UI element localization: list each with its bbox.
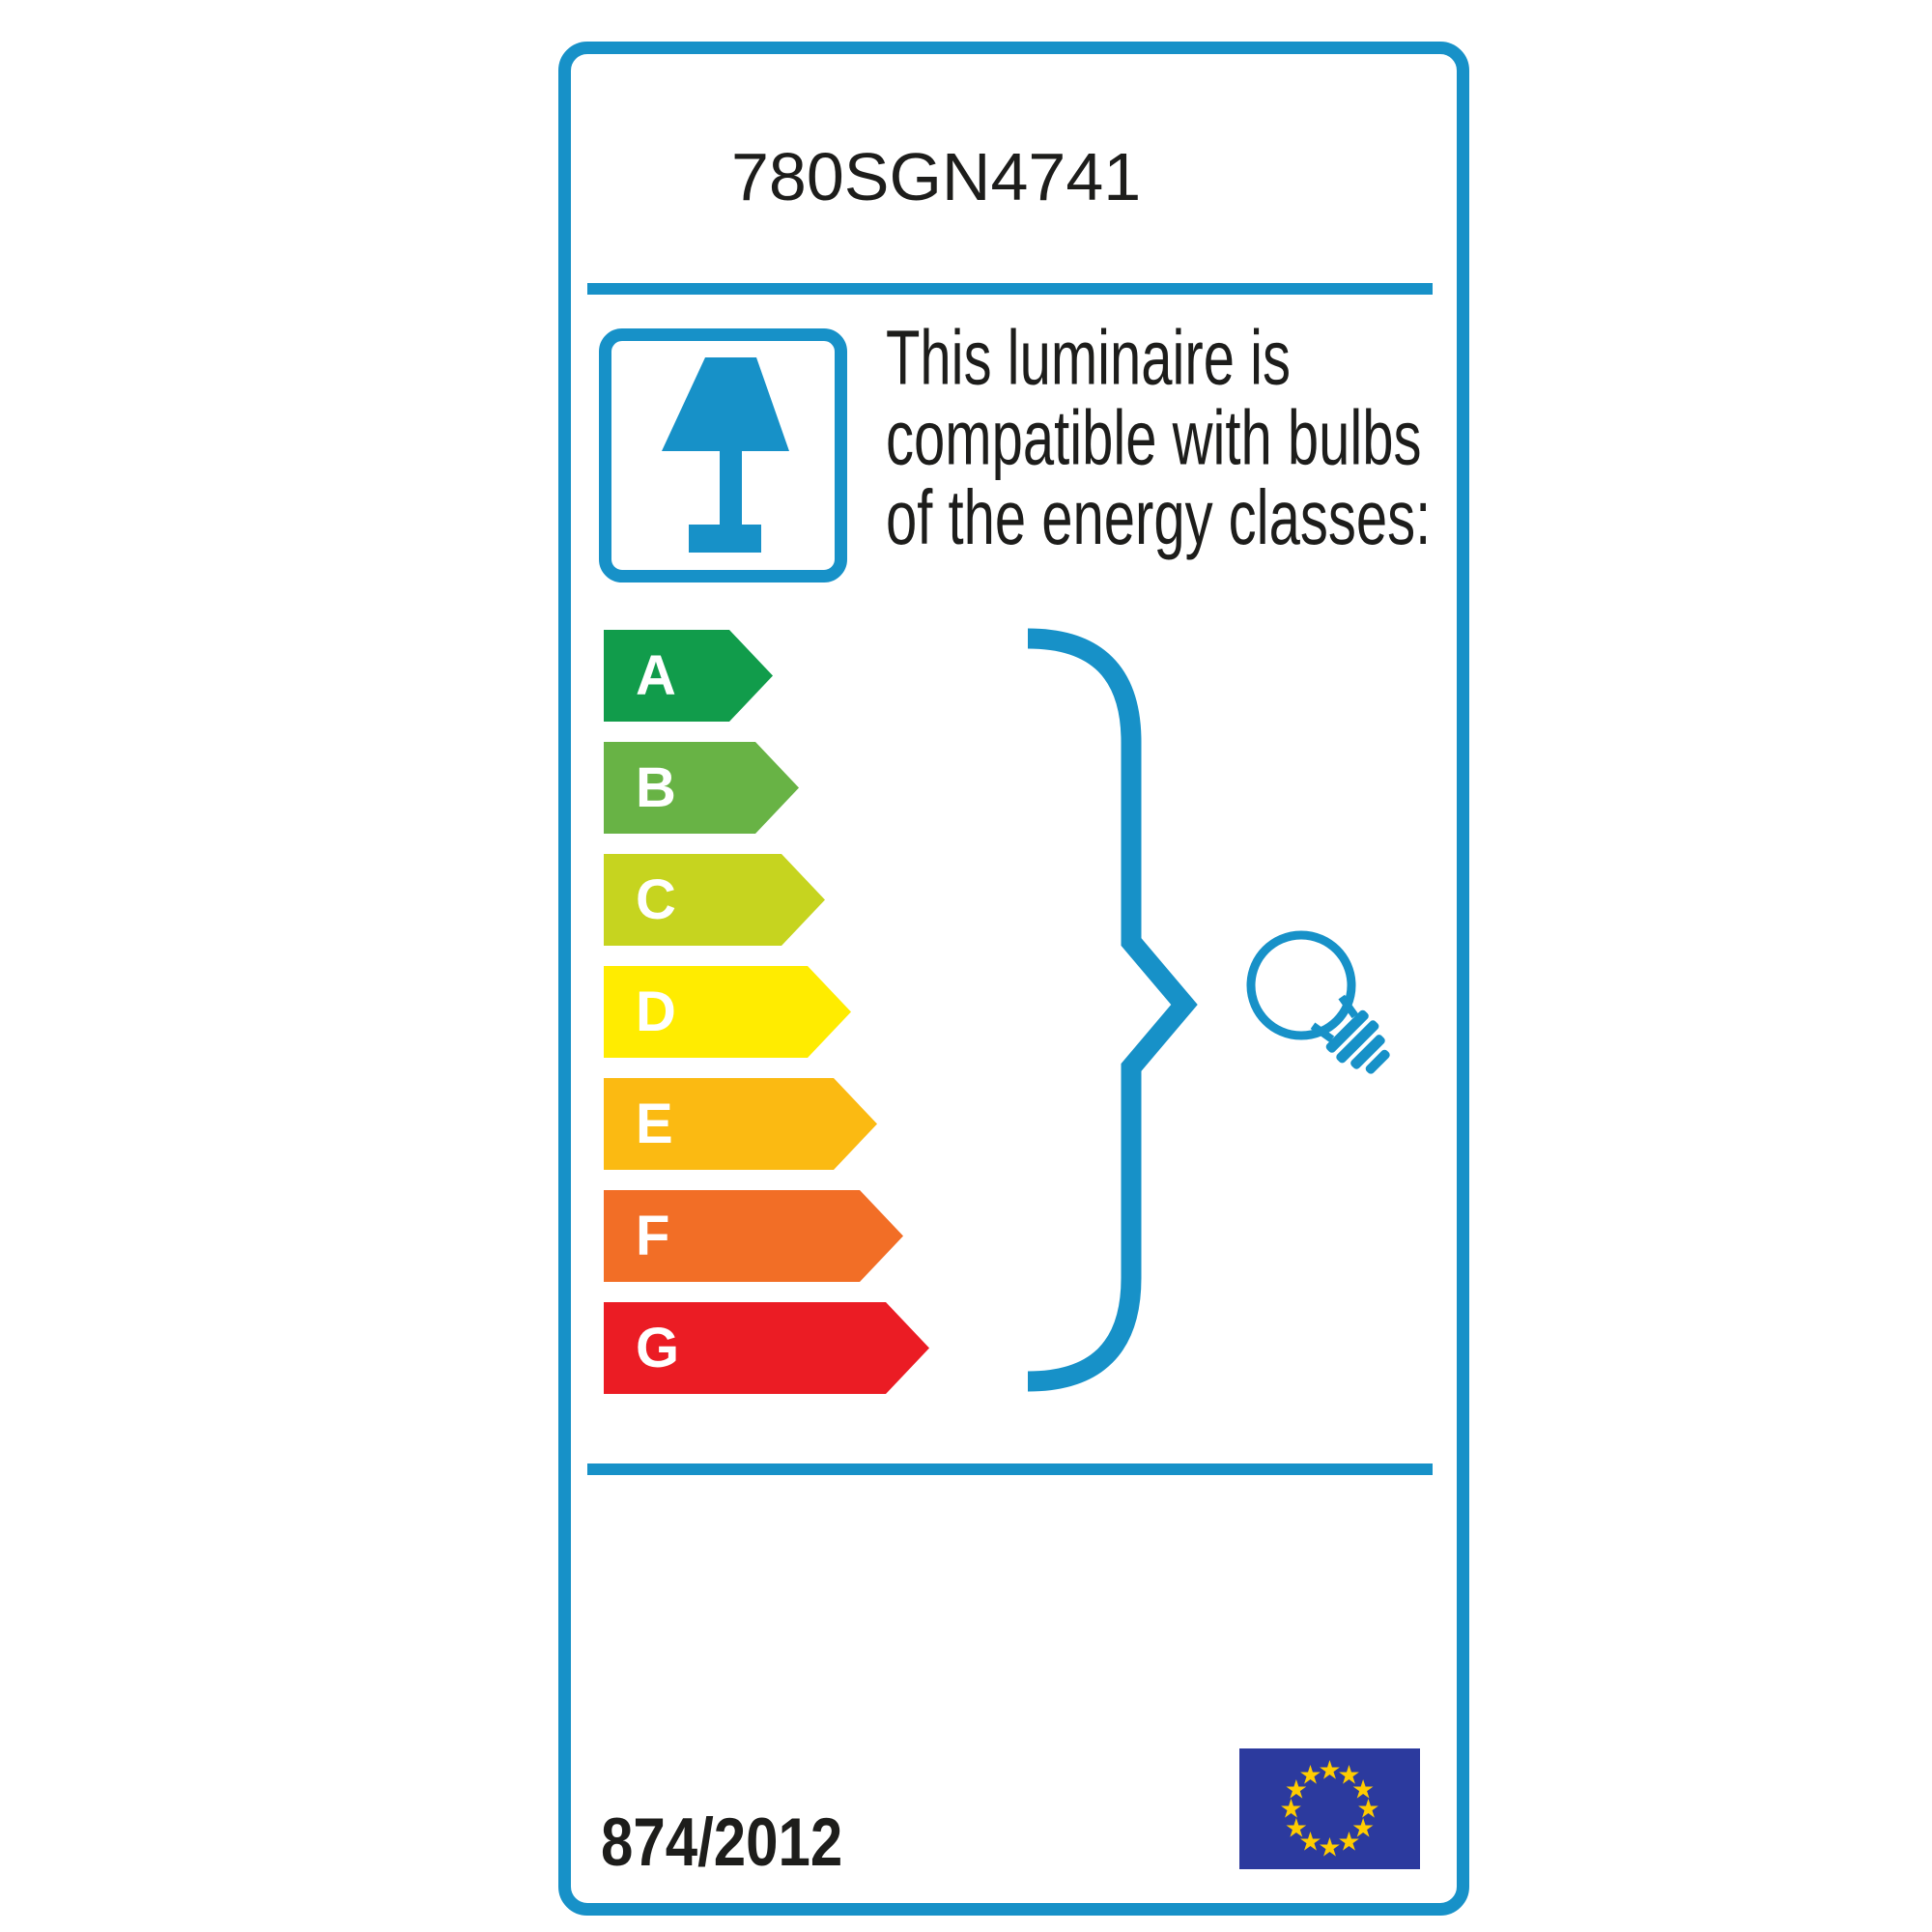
eu-star-icon: ★ bbox=[1351, 1813, 1376, 1843]
eu-star-icon: ★ bbox=[1318, 1833, 1342, 1862]
energy-class-arrow-g bbox=[604, 1302, 929, 1394]
arrow-letter-f: F bbox=[636, 1205, 670, 1267]
energy-class-arrow-e bbox=[604, 1078, 877, 1170]
eu-star-icon: ★ bbox=[1284, 1775, 1308, 1804]
compatibility-text-line3: of the energy classes: bbox=[886, 474, 1432, 562]
energy-class-arrow-b bbox=[604, 742, 799, 834]
light-bulb-icon bbox=[1217, 898, 1439, 1121]
eu-star-icon: ★ bbox=[1337, 1827, 1361, 1858]
energy-class-arrow-d bbox=[604, 966, 851, 1058]
eu-star-icon: ★ bbox=[1356, 1794, 1380, 1824]
arrow-letter-g: G bbox=[636, 1317, 680, 1379]
model-code: 780SGN4741 bbox=[731, 139, 1142, 214]
eu-flag-icon bbox=[1239, 1748, 1420, 1869]
arrow-letter-a: A bbox=[636, 644, 676, 707]
energy-class-arrow-f bbox=[604, 1190, 903, 1282]
eu-star-icon: ★ bbox=[1337, 1760, 1361, 1791]
arrow-letter-e: E bbox=[636, 1093, 673, 1155]
eu-star-icon: ★ bbox=[1279, 1794, 1303, 1824]
eu-star-icon: ★ bbox=[1298, 1827, 1322, 1858]
energy-class-arrow-c bbox=[604, 854, 825, 946]
arrow-shape-b bbox=[604, 742, 799, 834]
eu-star-icon: ★ bbox=[1284, 1813, 1308, 1843]
arrow-letter-d: D bbox=[636, 980, 676, 1043]
energy-class-arrow-a bbox=[604, 630, 773, 722]
arrow-letter-b: B bbox=[636, 756, 676, 819]
divider-bottom bbox=[587, 1463, 1433, 1475]
eu-star-icon: ★ bbox=[1351, 1775, 1376, 1804]
eu-star-icon: ★ bbox=[1318, 1755, 1342, 1785]
arrow-letter-c: C bbox=[636, 868, 676, 931]
eu-star-icon: ★ bbox=[1298, 1760, 1322, 1791]
regulation-number: 874/2012 bbox=[601, 1804, 843, 1881]
arrow-shape-a bbox=[604, 630, 773, 722]
compatibility-text-line2: compatible with bulbs bbox=[886, 394, 1422, 482]
compatibility-text-line1: This luminaire is bbox=[886, 314, 1291, 402]
